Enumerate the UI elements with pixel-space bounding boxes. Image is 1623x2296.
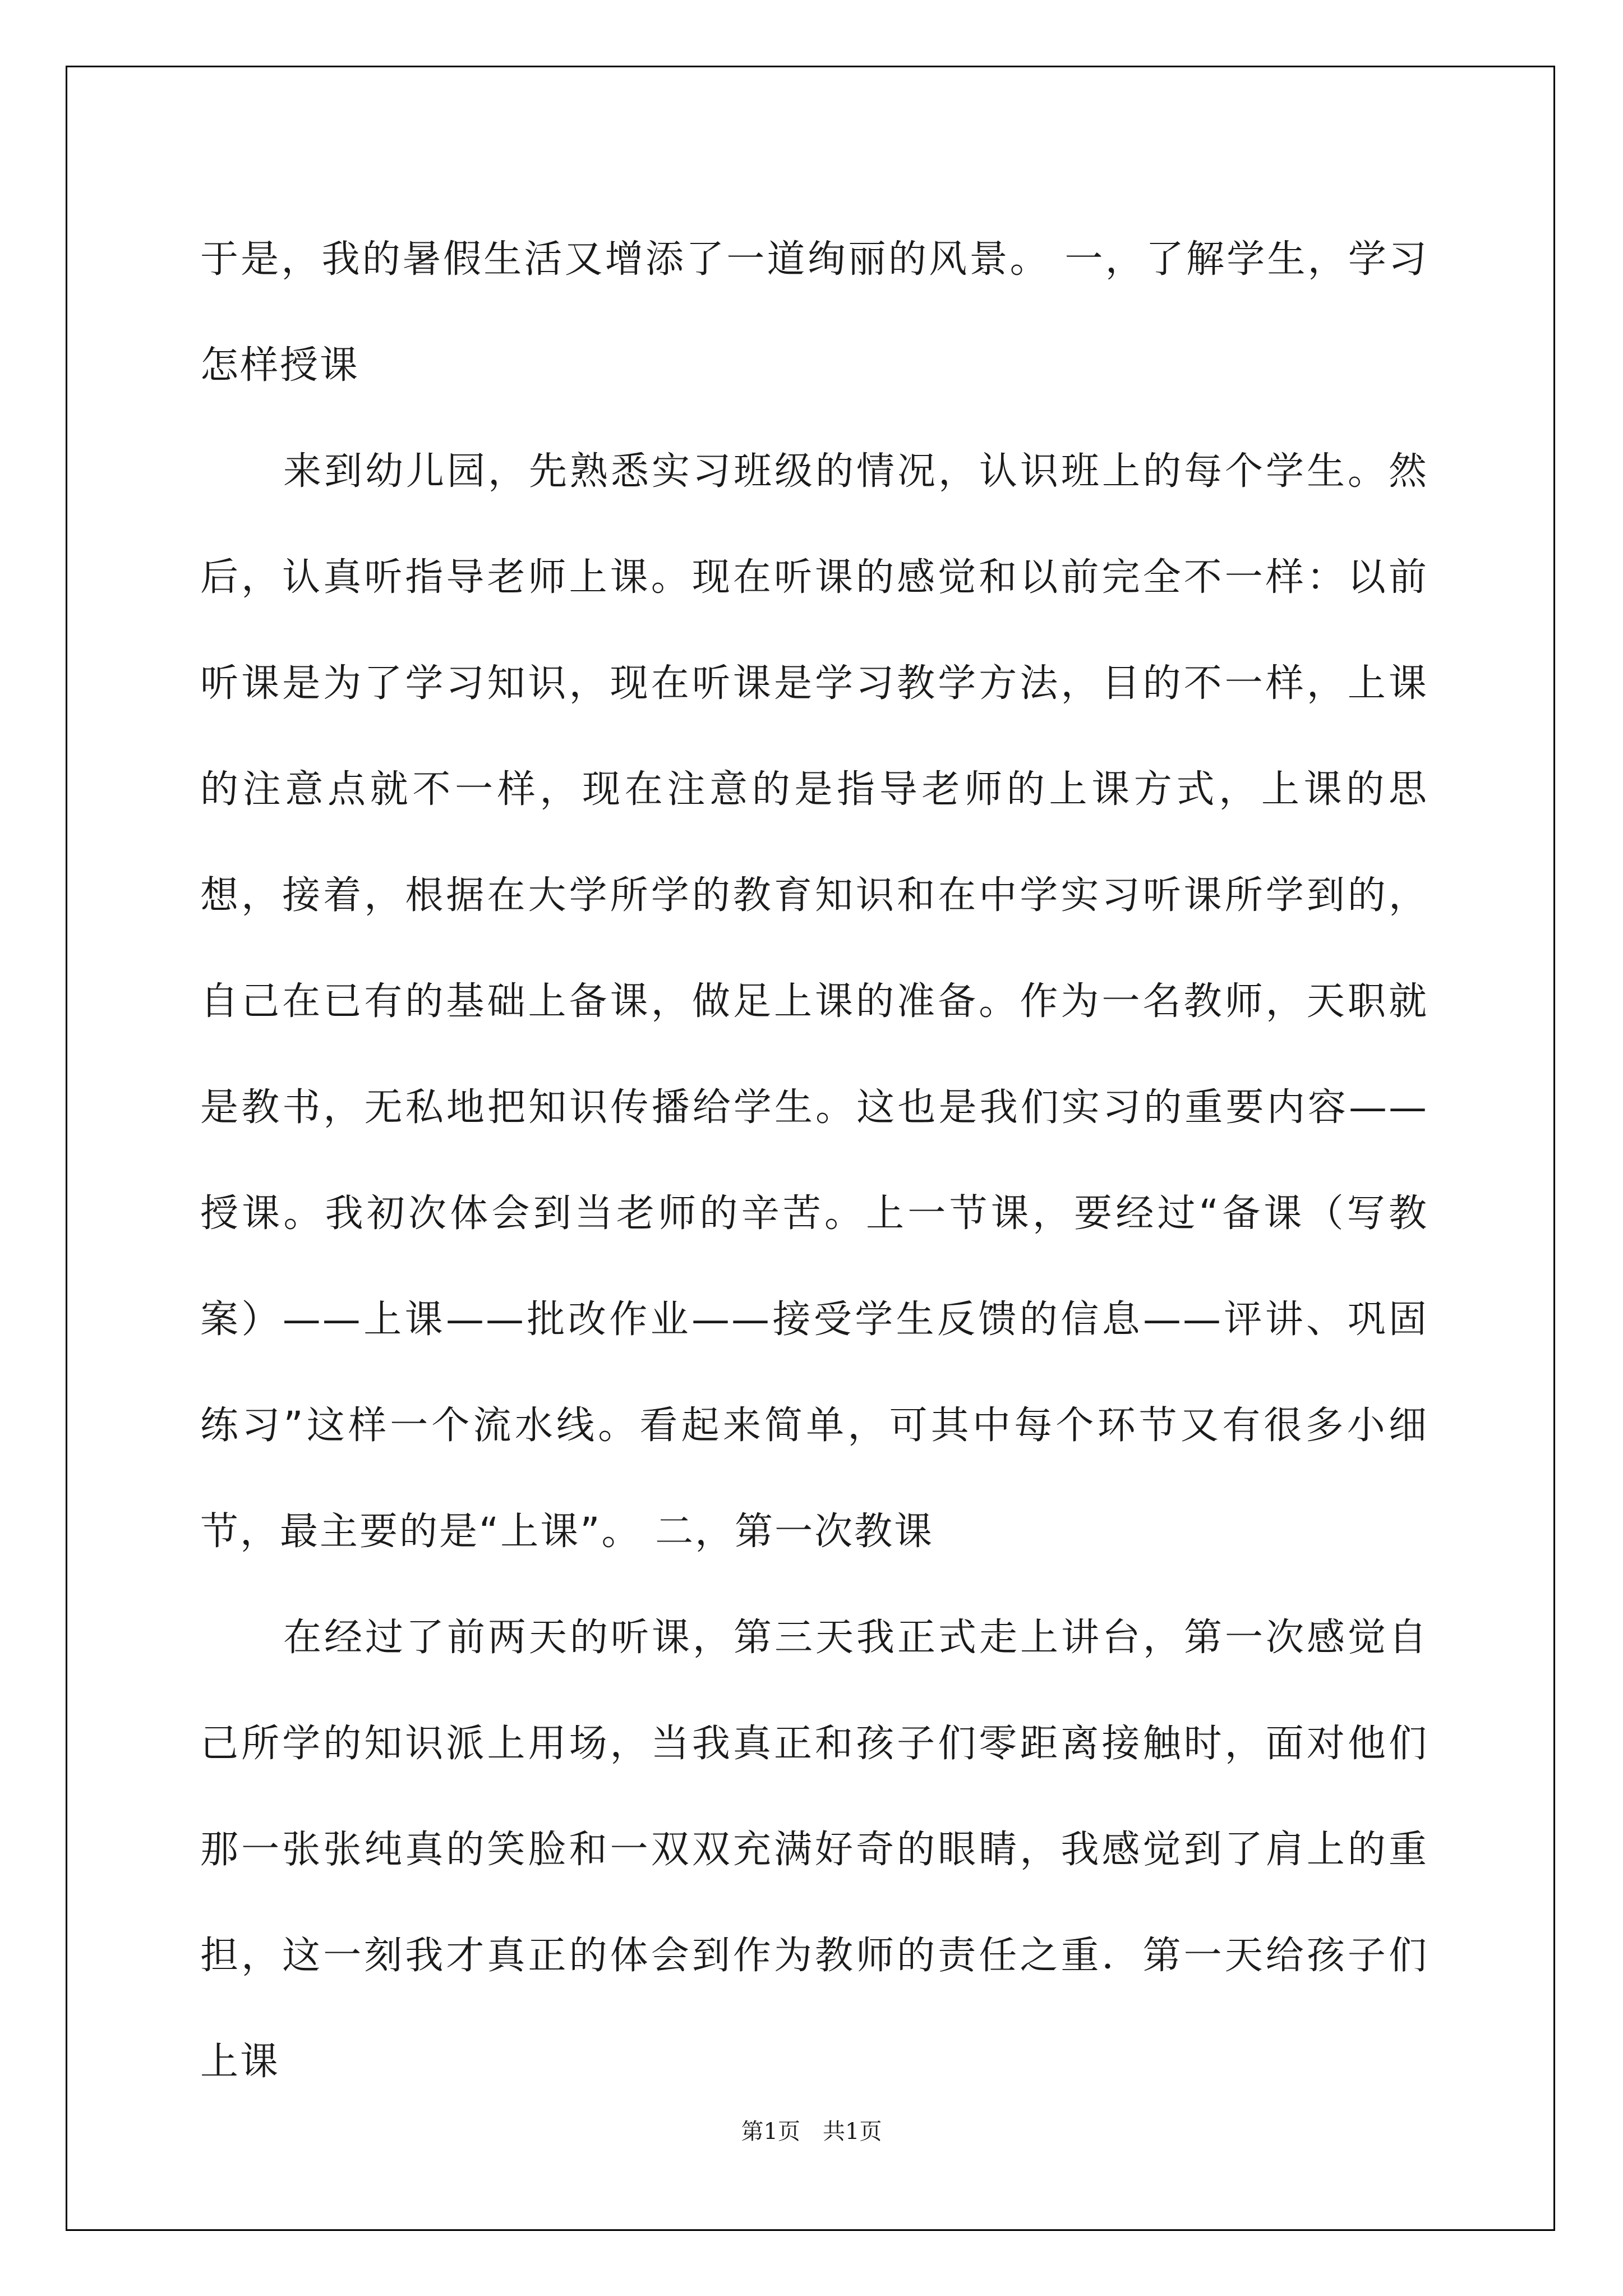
page-footer: 第1页 共1页 [741,2119,882,2145]
document-body [200,206,1428,2115]
paragraph-3: 在经过了前两天的听课，第三天我正式走上讲台，第一次感觉自己所学的知识派上用场，当我真正和孩子们零距离接触时，面对他们那一张张纯真的笑脸和一双双充满好奇的眼睛，我感觉到了肩上的重担，这一刻我才真正的体会到作为教师的责任之重．第一天给孩子们上课 [200,1616,1428,2084]
paragraph-1: 于是，我的暑假生活又增添了一道绚丽的风景。 一，了解学生，学习怎样授课 [200,237,1428,388]
paragraph-2: 来到幼儿园，先熟悉实习班级的情况，认识班上的每个学生。然后，认真听指导老师上课。现在听课的感觉和以前完全不一样：以前听课是为了学习知识，现在听课是学习教学方法，目的不一样，上课的注意点就不一样，现在注意的是指导老师的上课方式，上课的思想，接着，根据在大学所学的教育知识和在中学实习听课所学到的，自己在已有的基础上备课，做足上课的准备。作为一名教师，天职就是教书，无私地把知识传播给学生。这也是我们实习的重要内容——授课。我初次体会到当老师的辛苦。上一节课，要经过“备课（写教案）——上课——批改作业——接受学生反馈的信息——评讲、巩固练习”这样一个流水线。看起来简单，可其中每个环节又有很多小细节，最主要的是“上课”。 二，第一次教课 [200,449,1428,1554]
